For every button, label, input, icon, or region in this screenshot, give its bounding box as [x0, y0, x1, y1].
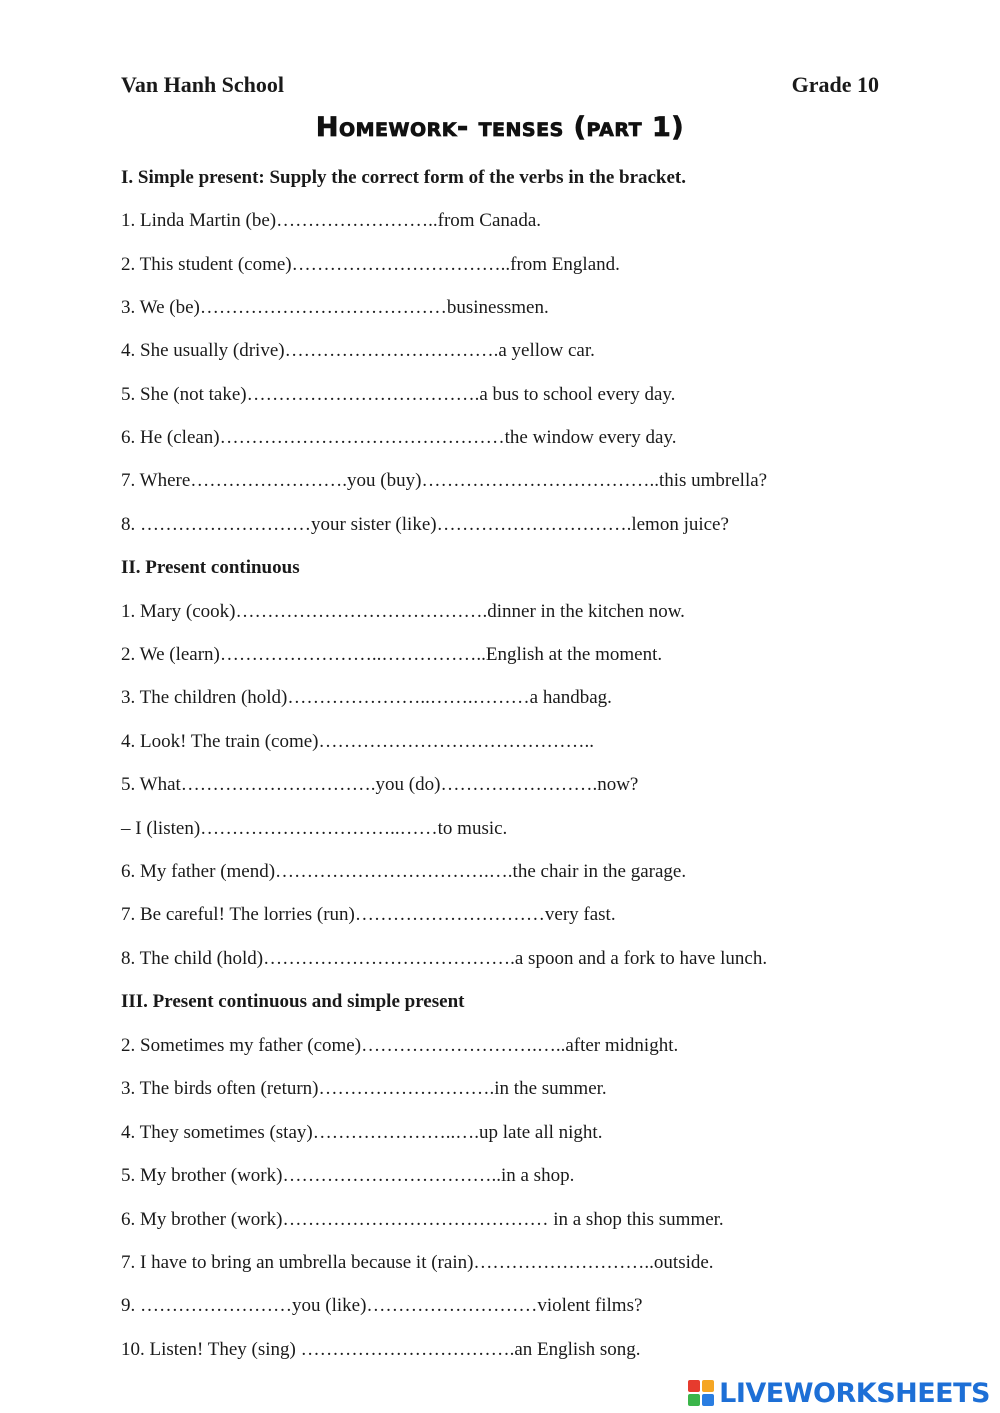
section-heading-mixed-tenses: III. Present continuous and simple present — [121, 991, 465, 1012]
exercise-line[interactable]: 3. The children (hold)…………………..…….………a handbag. — [121, 687, 612, 708]
exercise-line[interactable]: 8. ………………………your sister (like)………………………….lemon juice? — [121, 514, 729, 535]
exercise-line[interactable]: 7. Where…………………….you (buy)………………………………..this umbrella? — [121, 470, 768, 491]
section-heading-simple-present: I. Simple present: Supply the correct form of the verbs in the bracket. — [121, 167, 687, 188]
exercise-line[interactable]: 5. She (not take)……………………………….a bus to school every day. — [121, 384, 676, 405]
logo-block — [702, 1380, 714, 1392]
exercise-line[interactable]: 4. Look! The train (come)…………………………………….. — [121, 731, 594, 752]
exercise-line[interactable]: 2. This student (come)……………………………..from England. — [121, 254, 620, 275]
logo-block — [702, 1394, 714, 1406]
exercise-line[interactable]: 9. ……………………you (like)………………………violent films? — [121, 1295, 643, 1316]
logo-block — [688, 1394, 700, 1406]
exercise-line[interactable]: – I (listen)…………………………..……to music. — [121, 818, 508, 839]
logo-blocks-icon — [688, 1380, 714, 1406]
exercise-line[interactable]: 5. My brother (work)……………………………..in a shop. — [121, 1165, 575, 1186]
logo-block — [688, 1380, 700, 1392]
grade-label: Grade 10 — [791, 72, 879, 97]
exercise-line[interactable]: 6. He (clean)………………………………………the window every day. — [121, 427, 677, 448]
school-name: Van Hanh School — [121, 72, 285, 97]
exercise-line[interactable]: 4. They sometimes (stay)…………………..….up late all night. — [121, 1122, 603, 1143]
exercise-line[interactable]: 7. I have to bring an umbrella because it (rain)………………………..outside. — [121, 1252, 714, 1273]
exercise-line[interactable]: 3. The birds often (return)……………………….in the summer. — [121, 1078, 607, 1099]
exercise-line[interactable]: 1. Linda Martin (be)……………………..from Canada. — [121, 210, 542, 231]
exercise-line[interactable]: 6. My father (mend)…………………………….….the chair in the garage. — [121, 861, 687, 882]
exercise-line[interactable]: 5. What………………………….you (do)…………………….now? — [121, 774, 639, 795]
exercise-line[interactable]: 2. We (learn)……………………..……………..English at the moment. — [121, 644, 663, 665]
exercise-line[interactable]: 8. The child (hold)………………………………….a spoon and a fork to have lunch. — [121, 948, 768, 969]
exercise-line[interactable]: 4. She usually (drive)…………………………….a yellow car. — [121, 340, 595, 361]
liveworksheets-logo[interactable] — [688, 1376, 990, 1410]
section-heading-present-continuous: II. Present continuous — [121, 557, 300, 578]
exercise-line[interactable]: 3. We (be)…………………………………businessmen. — [121, 297, 549, 318]
logo-text: LIVEWORKSHEETS — [719, 1377, 990, 1409]
exercise-line[interactable]: 1. Mary (cook)………………………………….dinner in the kitchen now. — [121, 601, 685, 622]
exercise-line[interactable]: 7. Be careful! The lorries (run)…………………………very fast. — [121, 904, 616, 925]
exercise-line[interactable]: 6. My brother (work)…………………………………… in a shop this summer. — [121, 1209, 724, 1230]
exercise-line[interactable]: 10. Listen! They (sing) …………………………….an English song. — [121, 1339, 641, 1360]
exercise-line[interactable]: 2. Sometimes my father (come)……………………….…..after midnight. — [121, 1035, 679, 1056]
worksheet-title: Homework- tenses (part 1) — [315, 112, 685, 143]
